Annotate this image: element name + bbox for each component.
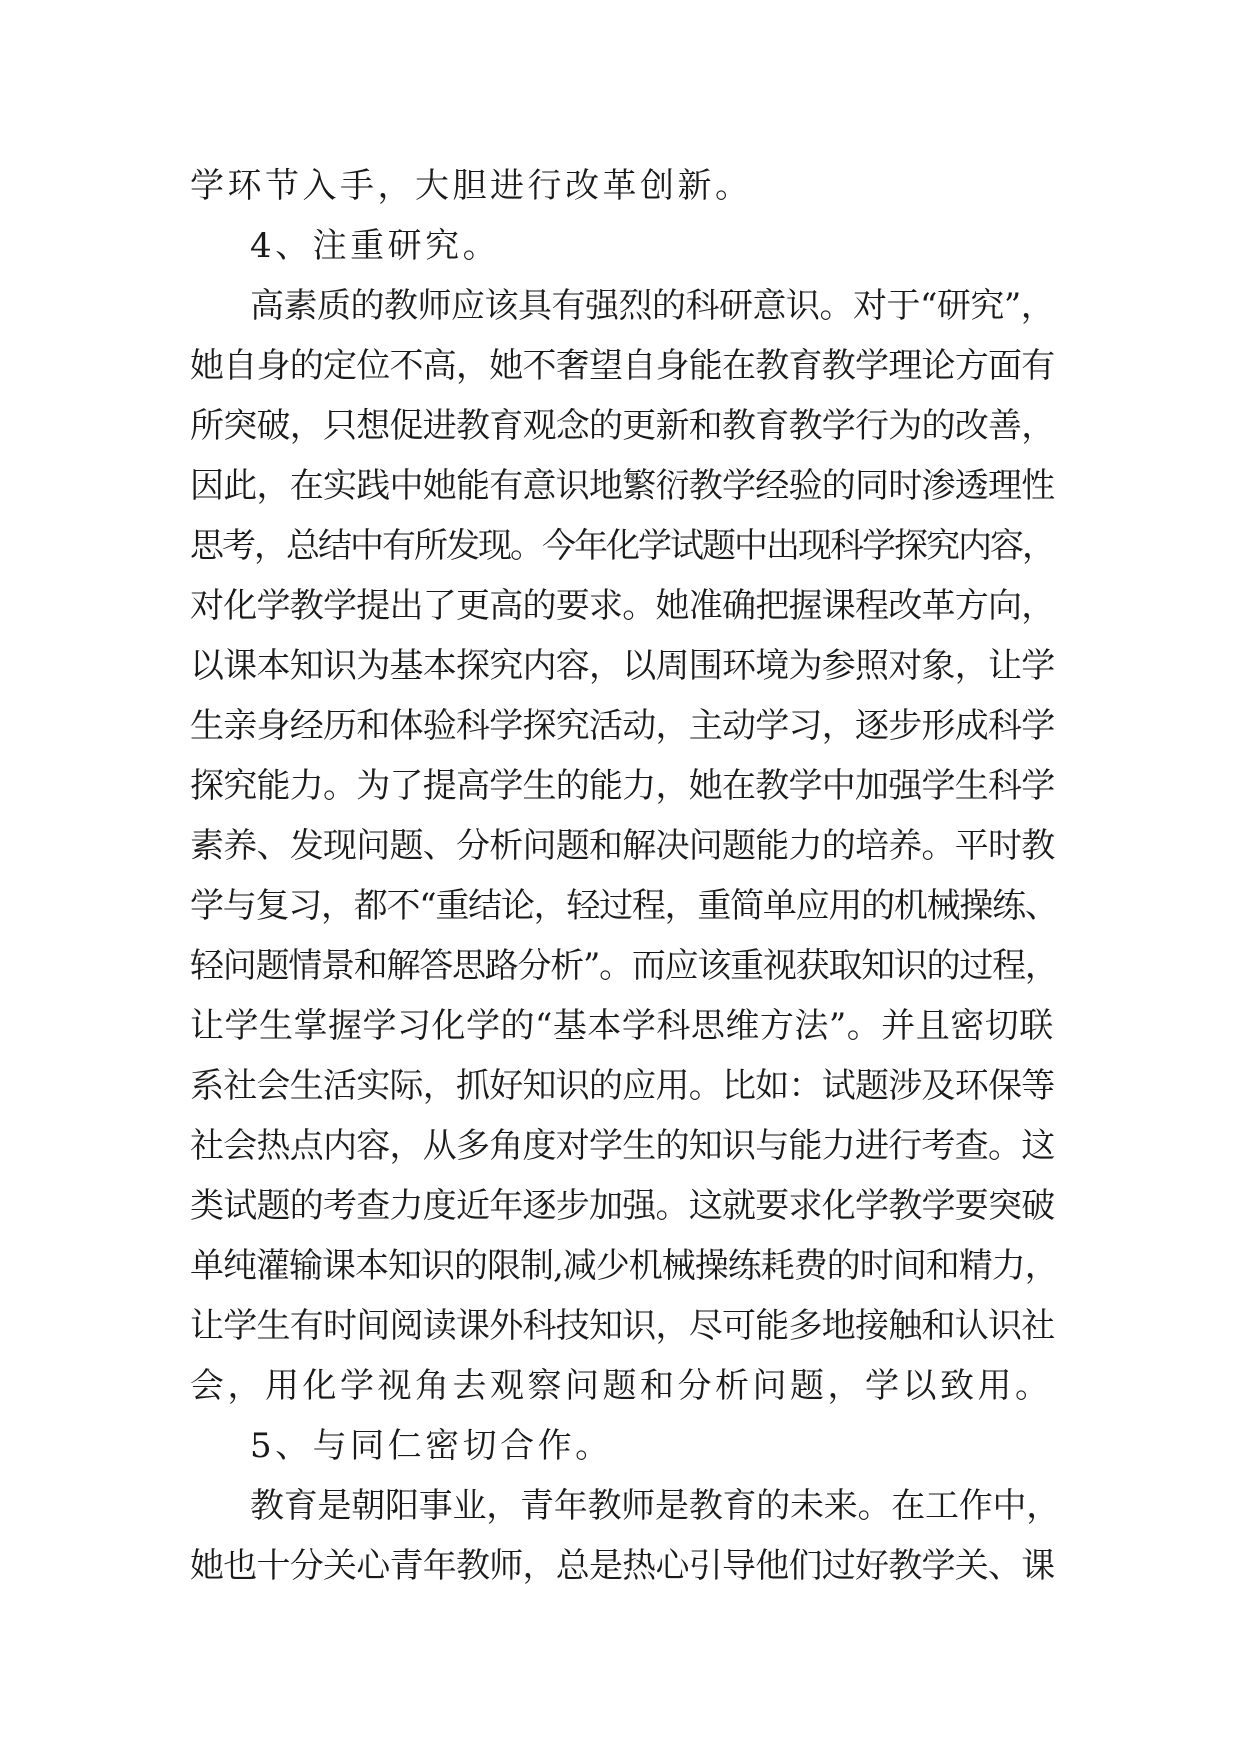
text-line: 轻问题情景和解答思路分析”。而应该重视获取知识的过程， (190, 946, 1058, 986)
text-line: 学与复习，都不“重结论，轻过程，重简单应用的机械操练、 (190, 886, 1058, 926)
text-line: 因此，在实践中她能有意识地繁衍教学经验的同时渗透理性 (190, 466, 1055, 506)
text-line: 4、注重研究。 (250, 226, 501, 266)
text-line: 让学生有时间阅读课外科技知识，尽可能多地接触和认识社 (190, 1306, 1055, 1346)
text-line: 她自身的定位不高，她不奢望自身能在教育教学理论方面有 (190, 346, 1055, 386)
text-line: 类试题的考查力度近年逐步加强。这就要求化学教学要突破 (190, 1186, 1055, 1226)
text-line: 会，用化学视角去观察问题和分析问题，学以致用。 (190, 1366, 1053, 1406)
text-line: 所突破，只想促进教育观念的更新和教育教学行为的改善， (190, 406, 1055, 446)
text-line: 教育是朝阳事业，青年教师是教育的未来。在工作中， (250, 1486, 1060, 1526)
text-line: 社会热点内容，从多角度对学生的知识与能力进行考查。这 (190, 1126, 1055, 1166)
text-line: 让学生掌握学习化学的“基本学科思维方法”。并且密切联 (190, 1006, 1054, 1046)
text-line: 5、与同仁密切合作。 (250, 1426, 613, 1466)
text-line: 高素质的教师应该具有强烈的科研意识。对于“研究”， (250, 286, 1055, 326)
text-line: 对化学教学提出了更高的要求。她准确把握课程改革方向， (190, 586, 1055, 626)
text-line: 系社会生活实际，抓好知识的应用。比如：试题涉及环保等 (190, 1066, 1055, 1106)
document-body (190, 156, 1060, 1596)
text-line: 她也十分关心青年教师，总是热心引导他们过好教学关、课 (190, 1546, 1055, 1586)
text-line: 单纯灌输课本知识的限制,减少机械操练耗费的时间和精力， (190, 1246, 1058, 1286)
text-line: 学环节入手，大胆进行改革创新。 (190, 166, 753, 206)
text-line: 思考，总结中有所发现。今年化学试题中出现科学探究内容， (190, 526, 1054, 566)
text-line: 以课本知识为基本探究内容，以周围环境为参照对象，让学 (190, 646, 1055, 686)
text-line: 生亲身经历和体验科学探究活动，主动学习，逐步形成科学 (190, 706, 1055, 746)
text-line: 素养、发现问题、分析问题和解决问题能力的培养。平时教 (190, 826, 1055, 866)
text-line: 探究能力。为了提高学生的能力，她在教学中加强学生科学 (190, 766, 1055, 806)
